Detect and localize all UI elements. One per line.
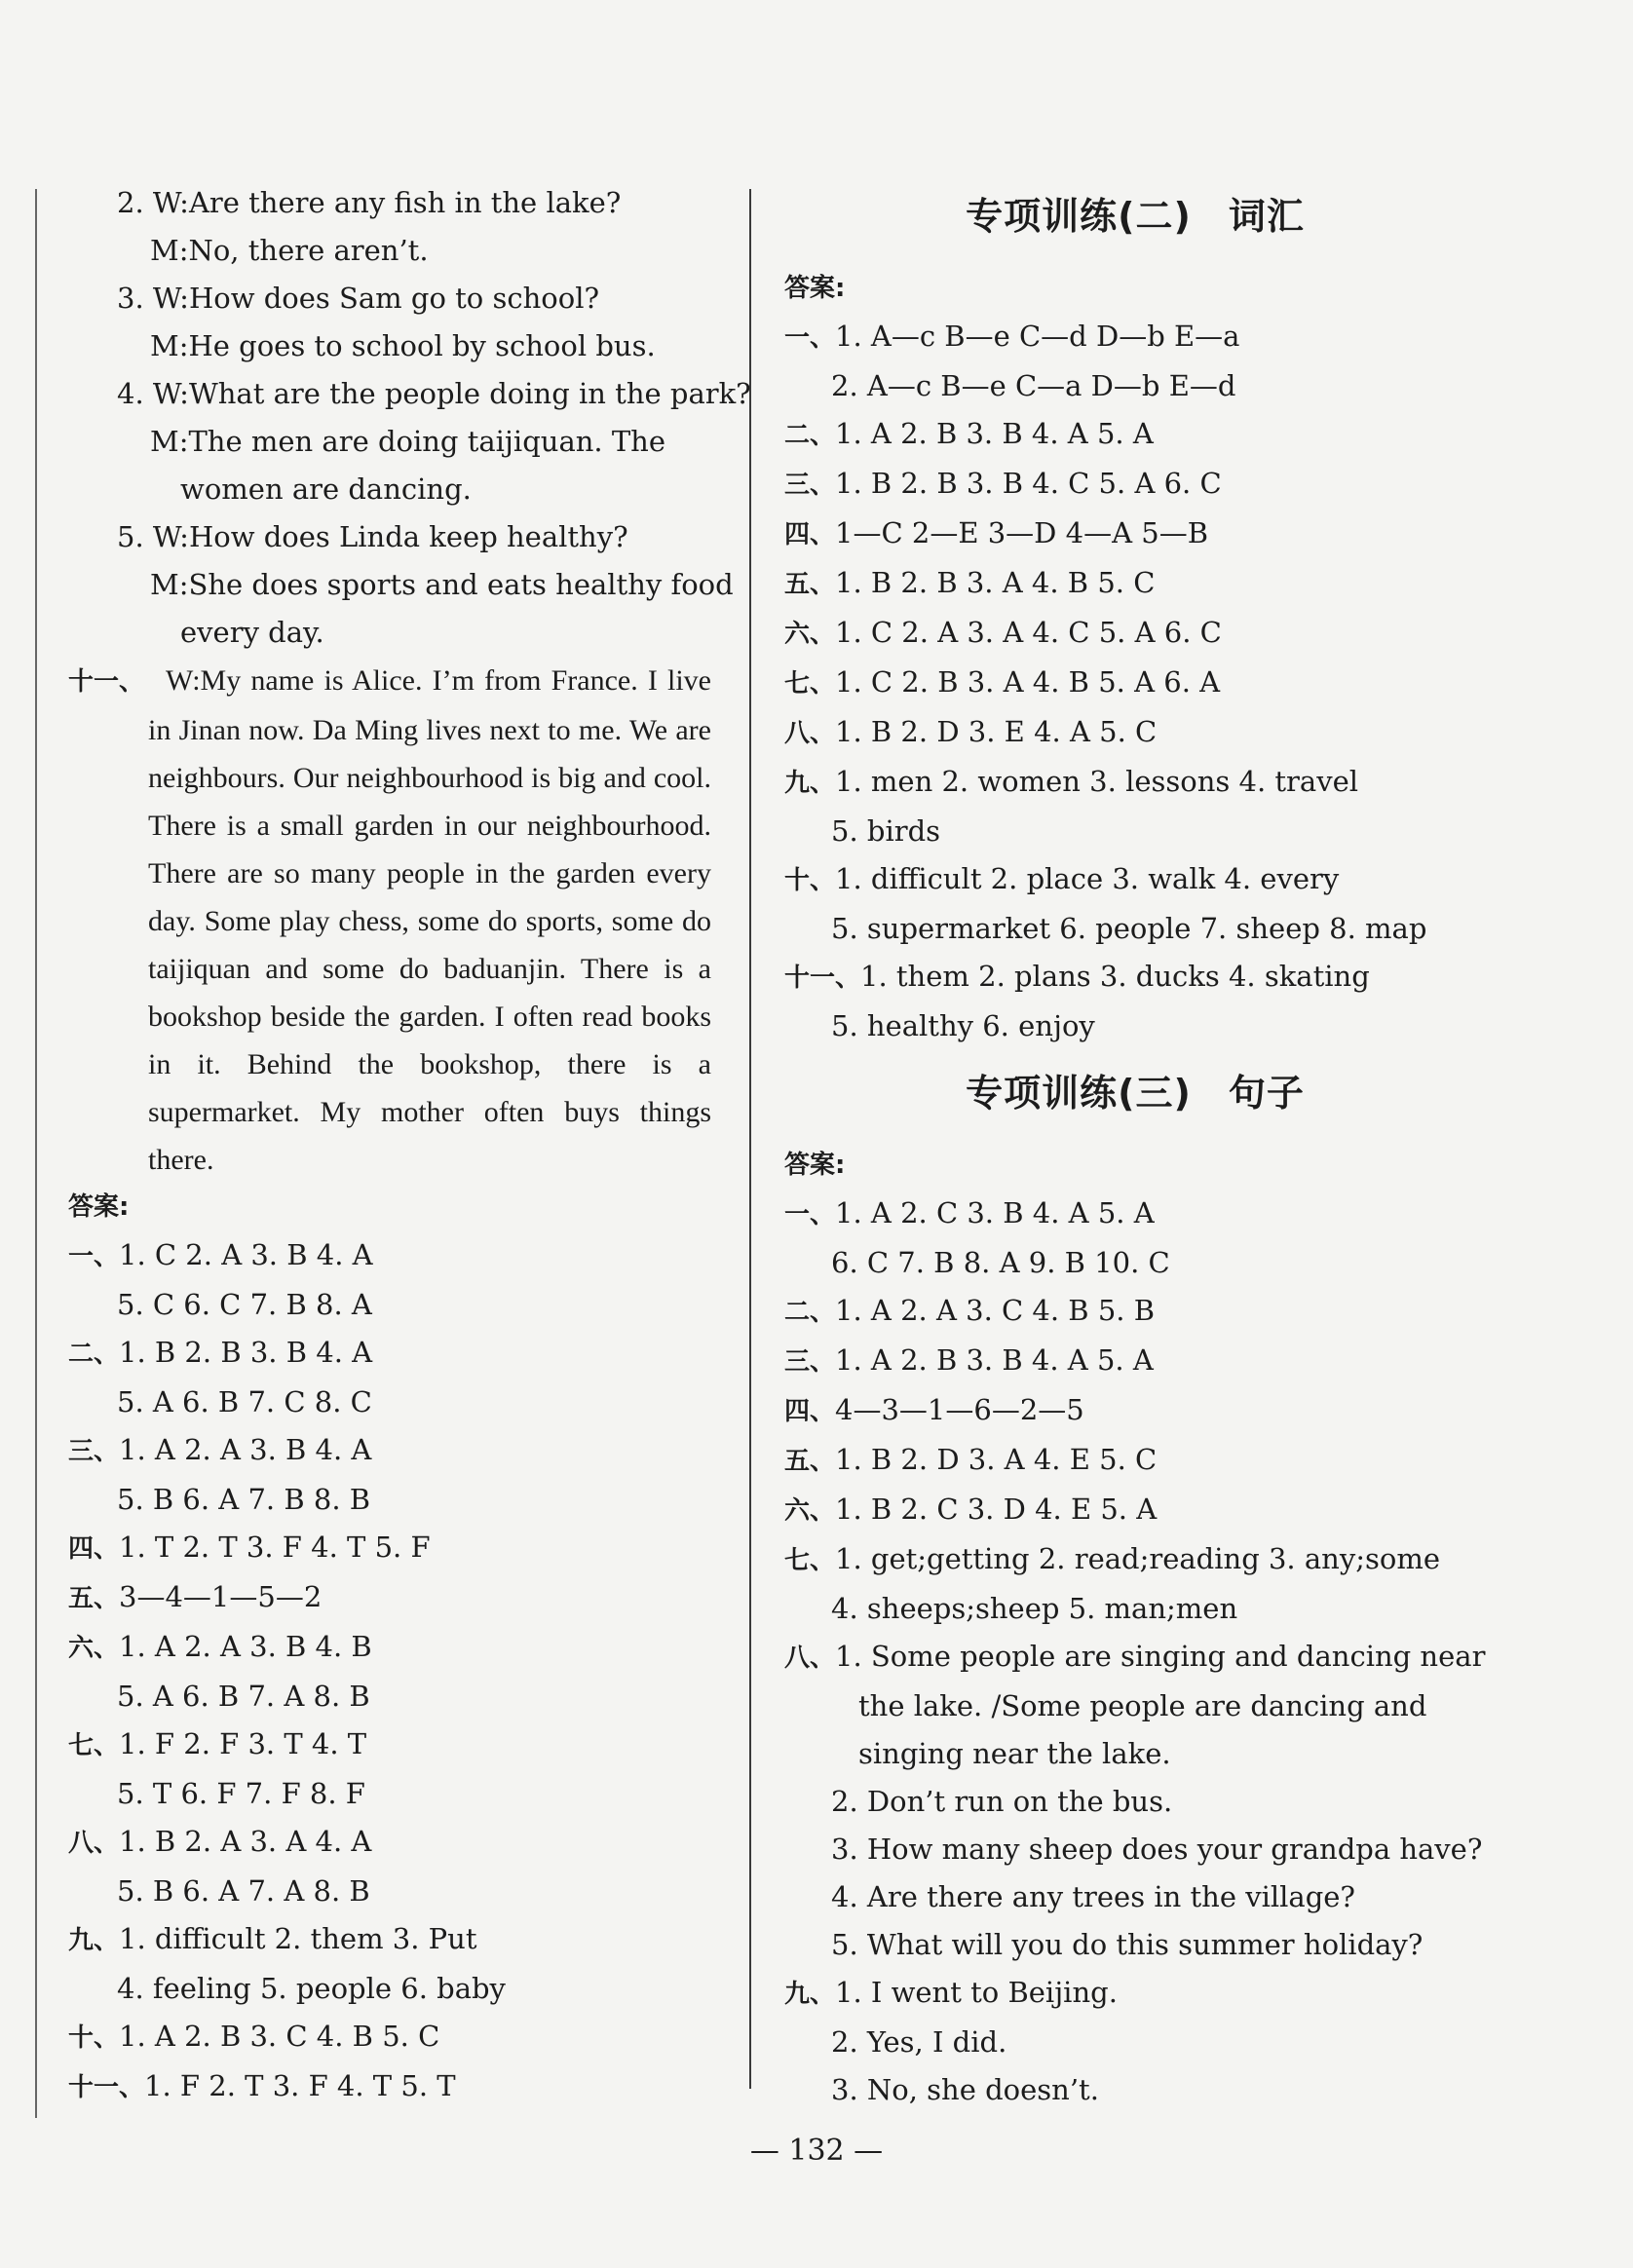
section-sentences-title: 专项训练(三) <box>966 1072 1192 1115</box>
dialogue-man-line: M:She does sports and eats healthy food <box>150 568 734 601</box>
right-column <box>784 179 1486 2114</box>
answer-line: 十一、1. F 2. T 3. F 4. T 5. T <box>68 2069 456 2102</box>
answer-section-label: 二、 <box>68 1340 120 1369</box>
answer-section-label: 三、 <box>784 471 836 500</box>
answer-line: 九、1. I went to Beijing. <box>784 1976 1118 2009</box>
answer-line: 四、1. T 2. T 3. F 4. T 5. F <box>68 1531 431 1564</box>
answer-section-label: 一、 <box>784 323 836 353</box>
answer-line: 十一、1. them 2. plans 3. ducks 4. skating <box>784 960 1370 993</box>
answer-line: 二、1. B 2. B 3. B 4. A <box>68 1336 373 1369</box>
answer-line: 九、1. men 2. women 3. lessons 4. travel <box>784 765 1359 798</box>
section-vocabulary-title: 专项训练(二) <box>966 195 1192 238</box>
answer-section-label: 十、 <box>68 2023 120 2053</box>
binding-edge-line <box>35 189 37 2118</box>
answer-line: 八、1. B 2. D 3. E 4. A 5. C <box>784 715 1158 748</box>
answer-section-label: 九、 <box>784 1980 836 2009</box>
answer-line: 5. A 6. B 7. A 8. B <box>117 1680 370 1713</box>
answer-line: 3. How many sheep does your grandpa have? <box>831 1833 1483 1866</box>
answer-section-label: 六、 <box>784 620 836 649</box>
answer-line: the lake. /Some people are dancing and <box>858 1689 1427 1722</box>
answer-line: 三、1. A 2. A 3. B 4. A <box>68 1433 372 1466</box>
dialogue-man-line: M:He goes to school by school bus. <box>150 329 656 362</box>
answer-section-label: 八、 <box>784 719 836 748</box>
answer-line: 五、1. B 2. B 3. A 4. B 5. C <box>784 566 1156 599</box>
answer-line: 5. healthy 6. enjoy <box>831 1009 1095 1042</box>
answer-line: 二、1. A 2. A 3. C 4. B 5. B <box>784 1294 1156 1327</box>
answer-line: 6. C 7. B 8. A 9. B 10. C <box>831 1246 1170 1279</box>
answers-label: 答案: <box>68 1192 130 1222</box>
dialogue-woman-line: 2. W:Are there any fish in the lake? <box>117 186 622 219</box>
answer-section-label: 四、 <box>784 520 836 549</box>
answer-line: 5. B 6. A 7. B 8. B <box>117 1483 371 1516</box>
answer-line: 六、1. C 2. A 3. A 4. C 5. A 6. C <box>784 616 1222 649</box>
section-vocabulary-subtitle: 词汇 <box>1228 195 1305 238</box>
dialogue-woman-line: 4. W:What are the people doing in the park? <box>117 377 751 410</box>
dialogue-man-line: M:No, there aren’t. <box>150 234 429 267</box>
answer-line: 一、1. C 2. A 3. B 4. A <box>68 1238 373 1271</box>
answer-section-label: 十、 <box>784 866 836 895</box>
answer-section-label: 五、 <box>68 1584 120 1613</box>
answer-line: 5. What will you do this summer holiday? <box>831 1928 1424 1961</box>
answer-line: 八、1. B 2. A 3. A 4. A <box>68 1825 372 1858</box>
answer-section-label: 八、 <box>68 1829 120 1858</box>
left-column <box>68 179 751 2112</box>
answer-section-label: 十一、 <box>784 964 861 993</box>
answer-line: 一、1. A 2. C 3. B 4. A 5. A <box>784 1196 1155 1229</box>
answer-line: 五、1. B 2. D 3. A 4. E 5. C <box>784 1443 1158 1476</box>
answer-line: 3. No, she doesn’t. <box>831 2073 1099 2106</box>
section-sentences-subtitle: 句子 <box>1228 1072 1305 1115</box>
dialogue-continuation: every day. <box>180 616 324 649</box>
answer-line: 四、1—C 2—E 3—D 4—A 5—B <box>784 516 1209 549</box>
answer-section-label: 四、 <box>68 1534 120 1564</box>
answer-line: 十、1. A 2. B 3. C 4. B 5. C <box>68 2020 440 2053</box>
section-sentences-heading <box>784 1064 1486 1122</box>
answer-line: 2. Don’t run on the bus. <box>831 1785 1173 1818</box>
dialogue-woman-line: 5. W:How does Linda keep healthy? <box>117 520 628 553</box>
answer-line: 5. A 6. B 7. C 8. C <box>117 1385 372 1418</box>
answer-line: 七、1. get;getting 2. read;reading 3. any;some <box>784 1542 1440 1575</box>
answers-label: 答案: <box>784 274 846 303</box>
answer-line: 四、4—3—1—6—2—5 <box>784 1393 1084 1426</box>
answer-line: 一、1. A—c B—e C—d D—b E—a <box>784 320 1240 353</box>
answer-section-label: 九、 <box>68 1926 120 1955</box>
answer-line: 2. A—c B—e C—a D—b E—d <box>831 369 1236 402</box>
section-vocabulary-heading <box>784 187 1486 246</box>
answer-line: 八、1. Some people are singing and dancing near <box>784 1640 1486 1673</box>
answer-section-label: 九、 <box>784 769 836 798</box>
column-divider <box>749 189 751 2089</box>
answer-section-label: 七、 <box>784 1546 836 1575</box>
answer-section-label: 六、 <box>784 1496 836 1526</box>
answer-section-label: 四、 <box>784 1397 836 1426</box>
section-spacer <box>784 1050 1486 1056</box>
answer-section-label: 二、 <box>784 1298 836 1327</box>
listening-script: 十一、 W:My name is Alice. I’m from France. I live in Jinan now. Da Ming lives next to me. We are neighbours. Our neighbourhood is big and cool. There is a small garden in our neighbourhood. There are so many people in the garden every day. Some play chess, some do sports, some do taijiquan and some do baduanjin. There is a bookshop beside the garden. I often read books in it. Behind the bookshop, there is a supermarket. My mother often buys things there. <box>68 657 711 1184</box>
answer-line: 4. feeling 5. people 6. baby <box>117 1972 506 2005</box>
answer-line: 二、1. A 2. B 3. B 4. A 5. A <box>784 417 1154 450</box>
answer-section-label: 三、 <box>784 1347 836 1377</box>
answer-section-label: 一、 <box>784 1200 836 1229</box>
answer-line: 4. Are there any trees in the village? <box>831 1880 1355 1913</box>
answer-line: 六、1. A 2. A 3. B 4. B <box>68 1630 372 1663</box>
answer-section-label: 七、 <box>68 1731 120 1760</box>
answer-line: singing near the lake. <box>858 1737 1171 1770</box>
answer-line: 六、1. B 2. C 3. D 4. E 5. A <box>784 1493 1158 1526</box>
page-number: — 132 — <box>749 2134 884 2168</box>
answer-line: 五、3—4—1—5—2 <box>68 1580 323 1613</box>
answer-section-label: 八、 <box>784 1644 836 1673</box>
answer-section-label: 五、 <box>784 570 836 599</box>
answer-line: 七、1. F 2. F 3. T 4. T <box>68 1727 367 1760</box>
answer-line: 2. Yes, I did. <box>831 2025 1007 2059</box>
dialogue-man-line: M:The men are doing taijiquan. The <box>150 425 666 458</box>
answer-line: 5. birds <box>831 814 941 848</box>
dialogue-woman-line: 3. W:How does Sam go to school? <box>117 282 600 315</box>
answer-section-label: 二、 <box>784 421 836 450</box>
answers-label: 答案: <box>784 1151 846 1180</box>
answer-line: 5. supermarket 6. people 7. sheep 8. map <box>831 912 1427 945</box>
dialogue-continuation: women are dancing. <box>180 472 472 506</box>
answer-line: 5. T 6. F 7. F 8. F <box>117 1777 365 1810</box>
answer-line: 十、1. difficult 2. place 3. walk 4. every <box>784 862 1340 895</box>
answer-line: 三、1. A 2. B 3. B 4. A 5. A <box>784 1343 1154 1377</box>
answer-section-label: 十一、 <box>68 2073 145 2102</box>
answer-section-label: 六、 <box>68 1634 120 1663</box>
answer-section-label: 五、 <box>784 1447 836 1476</box>
answer-line: 九、1. difficult 2. them 3. Put <box>68 1922 477 1955</box>
answer-line: 4. sheeps;sheep 5. man;men <box>831 1592 1238 1625</box>
answer-line: 5. C 6. C 7. B 8. A <box>117 1288 372 1321</box>
answer-line: 七、1. C 2. B 3. A 4. B 5. A 6. A <box>784 665 1221 699</box>
answer-section-label: 三、 <box>68 1437 120 1466</box>
answer-line: 5. B 6. A 7. A 8. B <box>117 1874 370 1908</box>
section-eleven-label: 十一、 <box>68 667 145 697</box>
answer-section-label: 七、 <box>784 669 836 699</box>
answer-line: 三、1. B 2. B 3. B 4. C 5. A 6. C <box>784 467 1222 500</box>
answer-section-label: 一、 <box>68 1242 120 1271</box>
